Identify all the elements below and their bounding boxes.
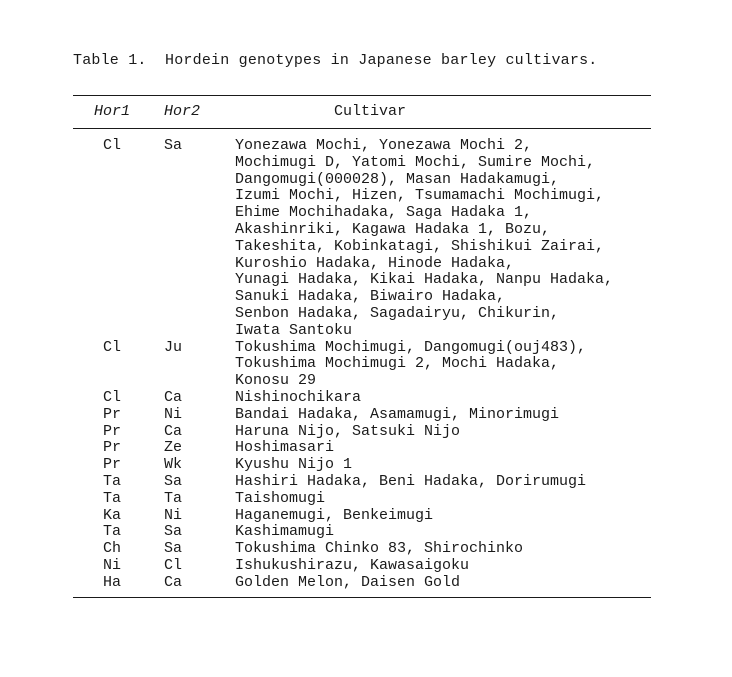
cultivar-line: Akashinriki, Kagawa Hadaka 1, Bozu, bbox=[235, 220, 551, 238]
cultivar-line: Yonezawa Mochi, Yonezawa Mochi 2, bbox=[235, 137, 533, 154]
hor2-cell: Ca bbox=[164, 573, 183, 591]
hor2-cell: Ju bbox=[164, 338, 183, 356]
cultivar-line: Hashiri Hadaka, Beni Hadaka, Dorirumugi bbox=[235, 472, 587, 490]
cultivar-line: Yunagi Hadaka, Kikai Hadaka, Nanpu Hadaka, bbox=[235, 271, 614, 289]
cultivar-cell bbox=[235, 558, 732, 575]
cultivar-cell bbox=[235, 340, 732, 390]
hor2-cell: Sa bbox=[164, 472, 183, 490]
table-row bbox=[0, 138, 732, 340]
table-row bbox=[0, 524, 732, 541]
hor1-cell: Ni bbox=[103, 556, 122, 574]
hor2-cell: Ca bbox=[164, 422, 183, 440]
hor1-cell: Ka bbox=[103, 506, 122, 524]
cultivar-line: Ishukushirazu, Kawasaigoku bbox=[235, 556, 470, 574]
hor2-cell: Ca bbox=[164, 388, 183, 406]
table-row bbox=[0, 407, 732, 424]
cultivar-cell bbox=[235, 390, 732, 407]
table-row bbox=[0, 575, 732, 592]
table-row bbox=[0, 541, 732, 558]
hor2-cell: Sa bbox=[164, 540, 183, 558]
column-header-cultivar: Cultivar bbox=[334, 103, 407, 120]
cultivar-line: Haruna Nijo, Satsuki Nijo bbox=[235, 422, 461, 440]
cultivar-cell bbox=[235, 508, 732, 525]
cultivar-line: Iwata Santoku bbox=[235, 321, 353, 339]
cultivar-line: Hoshimasari bbox=[235, 439, 335, 457]
cultivar-line: Senbon Hadaka, Sagadairyu, Chikurin, bbox=[235, 304, 560, 322]
cultivar-line: Konosu 29 bbox=[235, 372, 317, 390]
cultivar-cell bbox=[235, 424, 732, 441]
cultivar-cell bbox=[235, 575, 732, 592]
table-row bbox=[0, 491, 732, 508]
table-row bbox=[0, 390, 732, 407]
hor2-cell: Sa bbox=[164, 137, 183, 154]
cultivar-line: Taishomugi bbox=[235, 489, 326, 507]
cultivar-line: Dangomugi(000028), Masan Hadakamugi, bbox=[235, 170, 560, 188]
cultivar-line: Tokushima Chinko 83, Shirochinko bbox=[235, 540, 524, 558]
table-row bbox=[0, 508, 732, 525]
hor2-cell: Sa bbox=[164, 523, 183, 541]
cultivar-line: Mochimugi D, Yatomi Mochi, Sumire Mochi, bbox=[235, 153, 596, 171]
cultivar-cell bbox=[235, 407, 732, 424]
hor1-cell: Ta bbox=[103, 472, 122, 490]
hor2-cell: Cl bbox=[164, 556, 183, 574]
table-bottom-rule bbox=[73, 597, 651, 598]
table-row bbox=[0, 340, 732, 390]
cultivar-line: Ehime Mochihadaka, Saga Hadaka 1, bbox=[235, 204, 533, 222]
table-row bbox=[0, 424, 732, 441]
cultivar-line: Sanuki Hadaka, Biwairo Hadaka, bbox=[235, 288, 506, 306]
table-caption: Table 1. Hordein genotypes in Japanese barley cultivars. bbox=[73, 52, 598, 69]
cultivar-line: Golden Melon, Daisen Gold bbox=[235, 573, 461, 591]
hor2-cell: Ze bbox=[164, 439, 183, 457]
hor2-cell: Wk bbox=[164, 456, 183, 474]
table-row bbox=[0, 457, 732, 474]
cultivar-cell bbox=[235, 474, 732, 491]
hor1-cell: Pr bbox=[103, 422, 122, 440]
table-header-rule bbox=[73, 128, 651, 129]
hor1-cell: Cl bbox=[103, 338, 122, 356]
hor1-cell: Ta bbox=[103, 489, 122, 507]
cultivar-cell bbox=[235, 541, 732, 558]
hor1-cell: Cl bbox=[103, 388, 122, 406]
column-header-hor2: Hor2 bbox=[164, 103, 201, 120]
cultivar-cell bbox=[235, 138, 732, 340]
cultivar-line: Haganemugi, Benkeimugi bbox=[235, 506, 434, 524]
hor2-cell: Ta bbox=[164, 489, 183, 507]
cultivar-line: Kuroshio Hadaka, Hinode Hadaka, bbox=[235, 254, 515, 272]
hor1-cell: Pr bbox=[103, 439, 122, 457]
table-top-rule bbox=[73, 95, 651, 96]
cultivar-cell bbox=[235, 457, 732, 474]
hor1-cell: Ch bbox=[103, 540, 122, 558]
cultivar-cell bbox=[235, 491, 732, 508]
cultivar-cell bbox=[235, 524, 732, 541]
table-row bbox=[0, 558, 732, 575]
table-row bbox=[0, 440, 732, 457]
cultivar-line: Tokushima Mochimugi, Dangomugi(ouj483), bbox=[235, 338, 587, 356]
cultivar-line: Bandai Hadaka, Asamamugi, Minorimugi bbox=[235, 405, 560, 423]
hor1-cell: Cl bbox=[103, 137, 122, 154]
table-body bbox=[0, 138, 732, 592]
cultivar-line: Tokushima Mochimugi 2, Mochi Hadaka, bbox=[235, 355, 560, 373]
cultivar-line: Izumi Mochi, Hizen, Tsumamachi Mochimugi, bbox=[235, 187, 605, 205]
hor1-cell: Ta bbox=[103, 523, 122, 541]
hor2-cell: Ni bbox=[164, 405, 183, 423]
cultivar-cell bbox=[235, 440, 732, 457]
hor2-cell: Ni bbox=[164, 506, 183, 524]
hor1-cell: Pr bbox=[103, 405, 122, 423]
table-row bbox=[0, 474, 732, 491]
cultivar-line: Takeshita, Kobinkatagi, Shishikui Zairai, bbox=[235, 237, 605, 255]
cultivar-line: Nishinochikara bbox=[235, 388, 362, 406]
cultivar-line: Kashimamugi bbox=[235, 523, 335, 541]
cultivar-line: Kyushu Nijo 1 bbox=[235, 456, 353, 474]
column-header-hor1: Hor1 bbox=[94, 103, 131, 120]
hor1-cell: Pr bbox=[103, 456, 122, 474]
hor1-cell: Ha bbox=[103, 573, 122, 591]
